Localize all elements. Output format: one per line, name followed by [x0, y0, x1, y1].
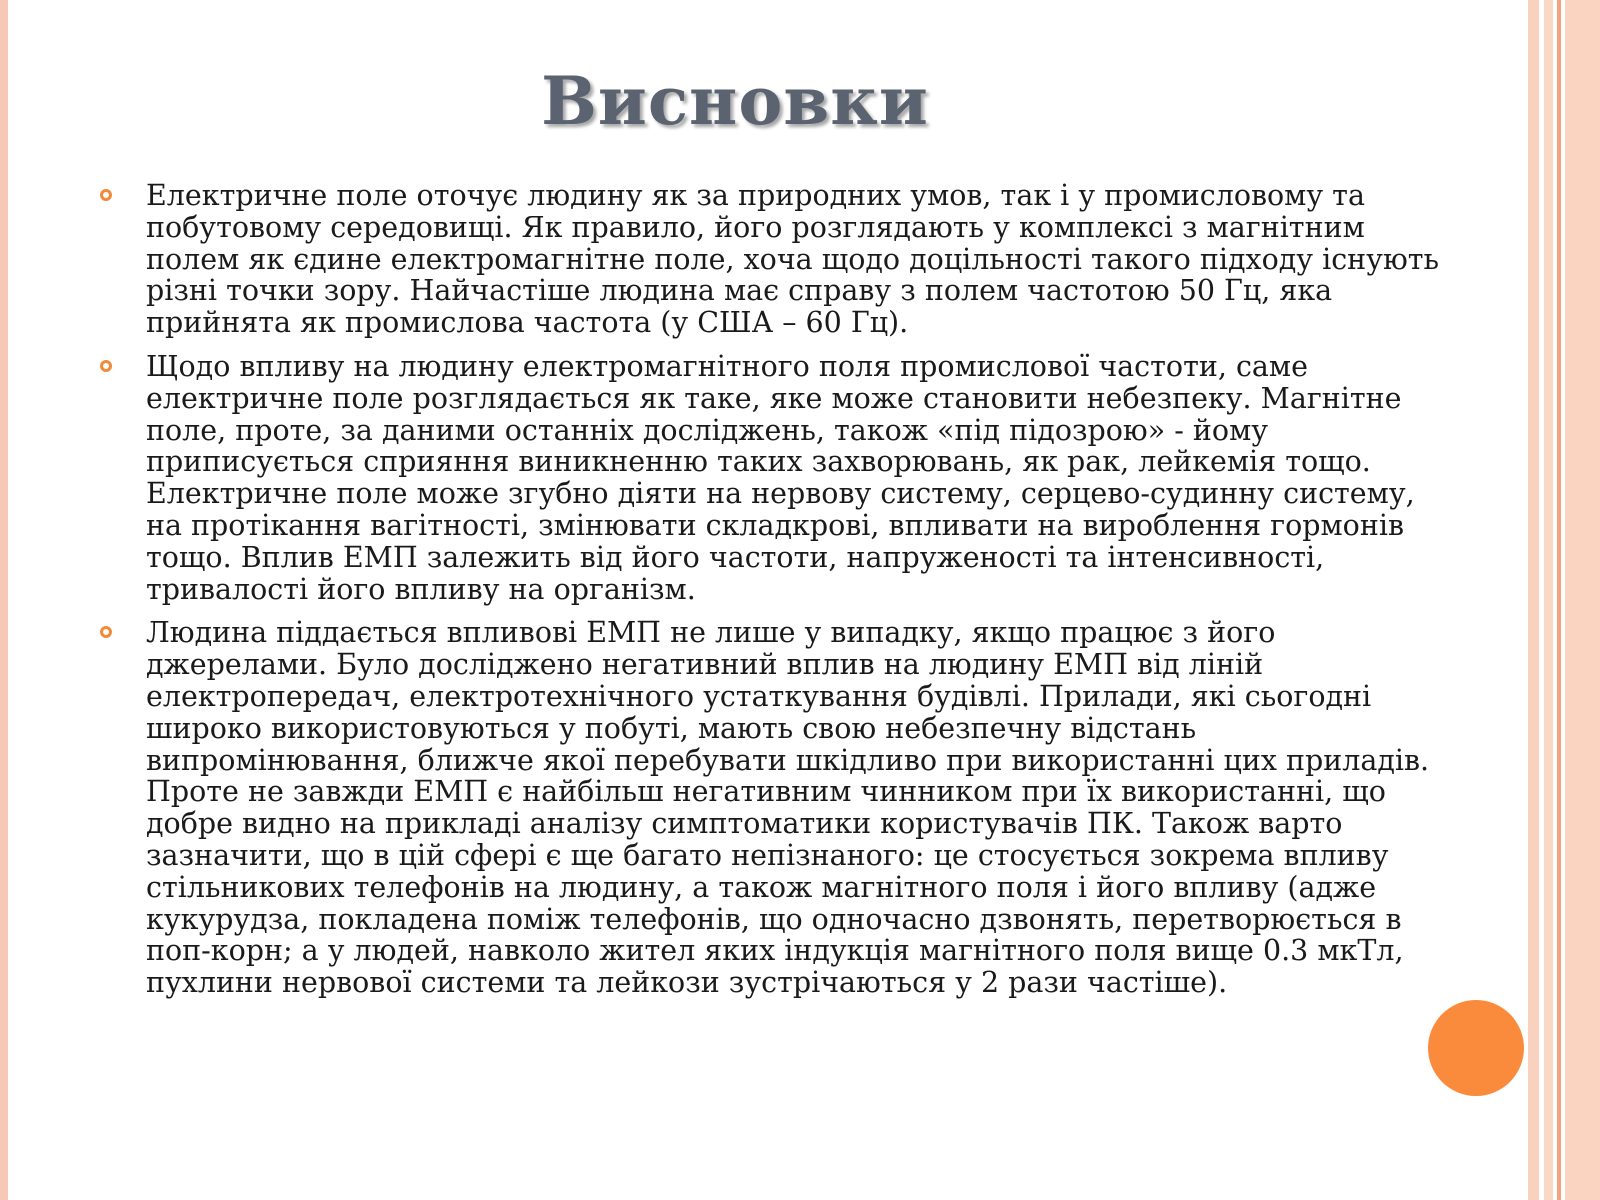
- bullet-item: [100, 180, 1440, 339]
- bullet-circle-icon: [100, 189, 112, 201]
- left-border-stripe: [0, 0, 8, 1200]
- right-border-band: [1557, 0, 1561, 1200]
- right-border-band: [1528, 0, 1539, 1200]
- bullet-item: [100, 351, 1440, 605]
- bullet-text: Щодо впливу на людину електромагнітного поля промислової частоти, саме електричне поле розглядається як таке, яке може становити небезпеку. Магнітне поле, проте, за даними останніх досліджень, також «під підозрою» - йому приписується сприяння виникненню таких захворювань, як рак, лейкемія тощо. Електричне поле може згубно діяти на нервову систему, серцево-судинну систему, на протікання вагітності, змінювати складкрові, впливати на вироблення гормонів тощо. Вплив ЕМП залежить від його частоти, напруженості та інтенсивності, тривалості його впливу на організм.: [146, 349, 1415, 606]
- right-border-band: [1544, 0, 1553, 1200]
- bullet-circle-icon: [100, 360, 112, 372]
- right-border-band: [1565, 0, 1600, 1200]
- bullet-list: [100, 180, 1440, 1011]
- decorative-circle: [1428, 1000, 1524, 1096]
- bullet-text: Електричне поле оточує людину як за природних умов, так і у промисловому та побутовому середовищі. Як правило, його розглядають у комплексі з магнітним полем як єдине електромагнітне поле, хоча щодо доцільності такого підходу існують різні точки зору. Найчастіше людина має справу з полем частотою 50 Гц, яка прийнята як промислова частота (у США – 60 Гц).: [146, 179, 1440, 340]
- bullet-item: [100, 617, 1440, 999]
- bullet-text: Людина піддається впливові ЕМП не лише у випадку, якщо працює з його джерелами. Було досліджено негативний вплив на людину ЕМП від ліній електропередач, електротехнічного устаткування будівлі. Прилади, які сьогодні широко використовуються у побуті, мають свою небезпечну відстань випромінювання, ближче якої перебувати шкідливо при використанні цих приладів. Проте не завжди ЕМП є найбільш негативним чинником при їх використанні, що добре видно на прикладі аналізу симптоматики користувачів ПК. Також варто зазначити, що в цій сфері є ще багато непізнаного: це стосується зокрема впливу стільникових телефонів на людину, а також магнітного поля і його впливу (адже кукурудза, покладена поміж телефонів, що одночасно дзвонять, перетворюється в поп-корн; а у людей, навколо жител яких індукція магнітного поля вище 0.3 мкТл, пухлини нервової системи та лейкози зустрічаються у 2 рази частіше).: [146, 616, 1430, 1000]
- slide-title: Висновки: [541, 62, 929, 140]
- bullet-circle-icon: [100, 626, 112, 638]
